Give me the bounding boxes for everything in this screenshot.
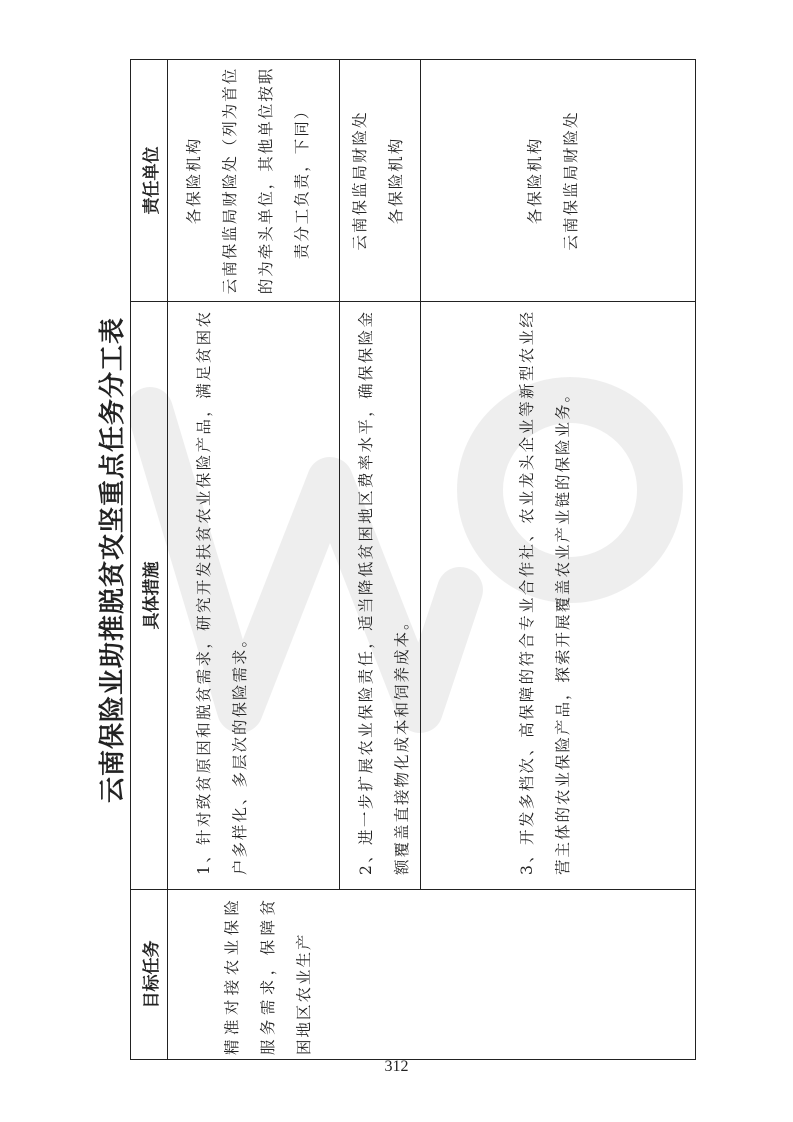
measure-text: 3、开发多档次、高保障的符合专业合作社、农业龙头企业等新型农业经营主体的农业保险产品，探索开展覆盖农业产业链的保险业务。 — [518, 310, 572, 875]
unit-cell — [340, 60, 421, 302]
unit-cell — [168, 60, 340, 302]
unit-list — [421, 60, 589, 301]
measure-cell — [340, 302, 421, 890]
measure-text: 1、针对致贫原因和脱贫需求，研究开发扶贫农业保险产品，满足贫困农户多样化、多层次的保险需求。 — [195, 310, 249, 875]
unit-list — [340, 60, 414, 301]
unit-item: 各保险机构 — [185, 136, 203, 225]
header-unit: 责任单位 — [131, 60, 168, 302]
table-row — [168, 60, 340, 1060]
unit-item: 各保险机构 — [387, 136, 405, 225]
unit-cell — [421, 60, 696, 302]
unit-item: 云南保监局财险处 — [562, 110, 580, 251]
unit-item: 云南保监局财险处（列为首位的为牵头单位，其他单位按职责分工负责，下同） — [221, 66, 311, 295]
table-header-row — [131, 60, 168, 1060]
rotated-page — [96, 60, 696, 1060]
goal-text: 精准对接农业保险服务需求，保障贫困地区农业生产 — [223, 898, 313, 1055]
unit-item: 各保险机构 — [526, 136, 544, 225]
header-measures: 具体措施 — [131, 302, 168, 890]
goal-cell — [168, 890, 696, 1060]
measure-cell — [168, 302, 340, 890]
measure-text: 2、进一步扩展农业保险责任，适当降低贫困地区费率水平，确保保险金额覆盖直接物化成本和饲养成本。 — [357, 310, 411, 875]
task-table — [130, 59, 696, 1060]
unit-list — [168, 60, 320, 301]
header-goal: 目标任务 — [131, 890, 168, 1060]
page-number: 312 — [384, 1058, 409, 1075]
page-title: 云南保险业助推脱贫攻坚重点任务分工表 — [98, 317, 128, 804]
measure-cell — [421, 302, 696, 890]
unit-item: 云南保监局财险处 — [351, 110, 369, 251]
